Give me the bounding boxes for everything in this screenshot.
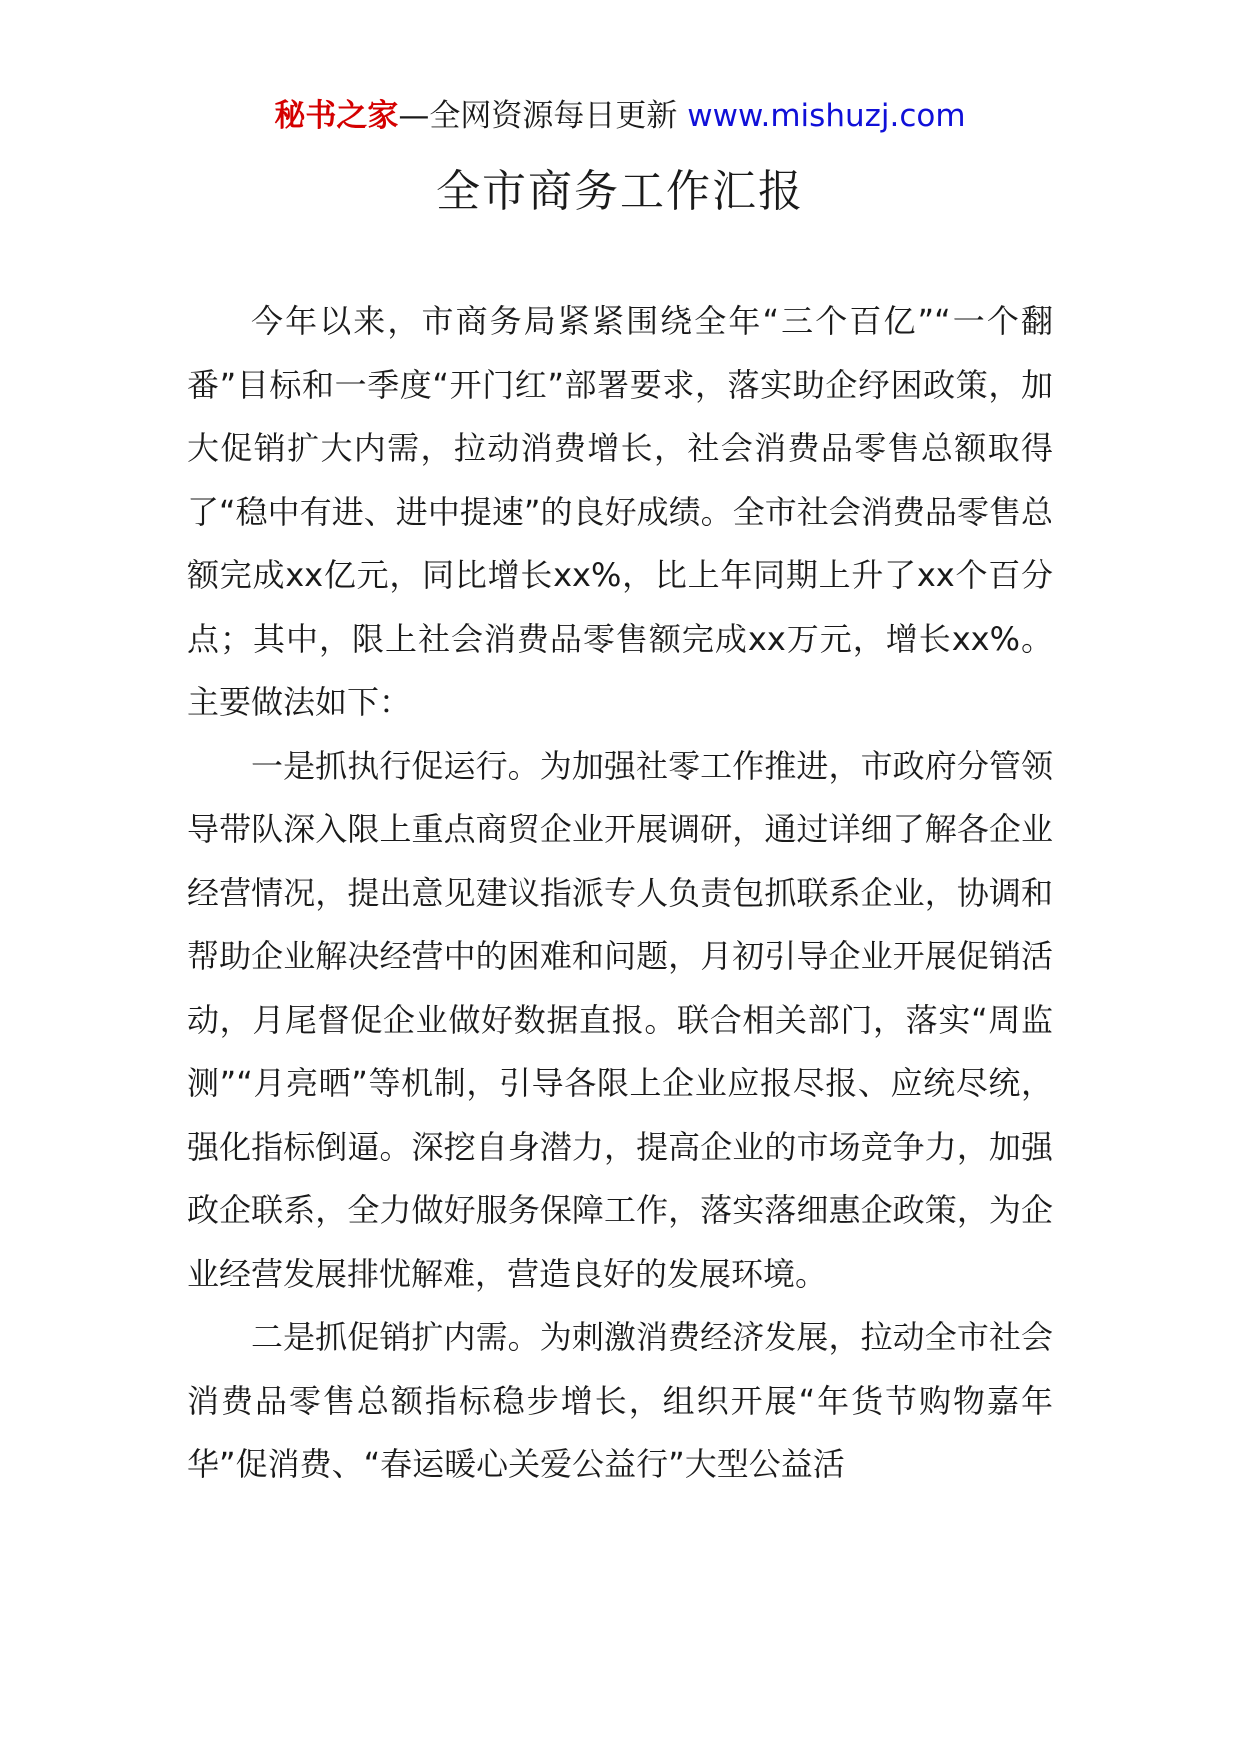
site-brand: 秘书之家	[274, 98, 399, 134]
document-title: 全市商务工作汇报	[436, 166, 804, 217]
site-url-link[interactable]: www.mishuzj.com	[687, 98, 966, 134]
paragraph-point-two: 二是抓促销扩内需。为刺激消费经济发展，拉动全市社会消费品零售总额指标稳步增长，组织开展“年货节购物嘉年华”促消费、“春运暖心关爱公益行”大型公益活	[187, 1318, 1053, 1483]
site-tagline: —全网资源每日更新	[398, 98, 678, 134]
paragraph-intro: 今年以来，市商务局紧紧围绕全年“三个百亿”“一个翻番”目标和一季度“开门红”部署要求，落实助企纾困政策，加大促销扩大内需，拉动消费增长，社会消费品零售总额取得了“稳中有进、进中提速”的良好成绩。全市社会消费品零售总额完成xx亿元，同比增长xx%，比上年同期上升了xx个百分点；其中，限上社会消费品零售额完成xx万元，增长xx%。主要做法如下：	[187, 302, 1053, 721]
document-body	[187, 290, 1053, 1497]
paragraph-point-one: 一是抓执行促运行。为加强社零工作推进，市政府分管领导带队深入限上重点商贸企业开展调研，通过详细了解各企业经营情况，提出意见建议指派专人负责包抓联系企业，协调和帮助企业解决经营中的困难和问题，月初引导企业开展促销活动，月尾督促企业做好数据直报。联合相关部门，落实“周监测”“月亮晒”等机制，引导各限上企业应报尽报、应统尽统，强化指标倒逼。深挖自身潜力，提高企业的市场竞争力，加强政企联系，全力做好服务保障工作，落实落细惠企政策，为企业经营发展排忧解难，营造良好的发展环境。	[187, 746, 1053, 1293]
site-header	[0, 96, 1240, 136]
